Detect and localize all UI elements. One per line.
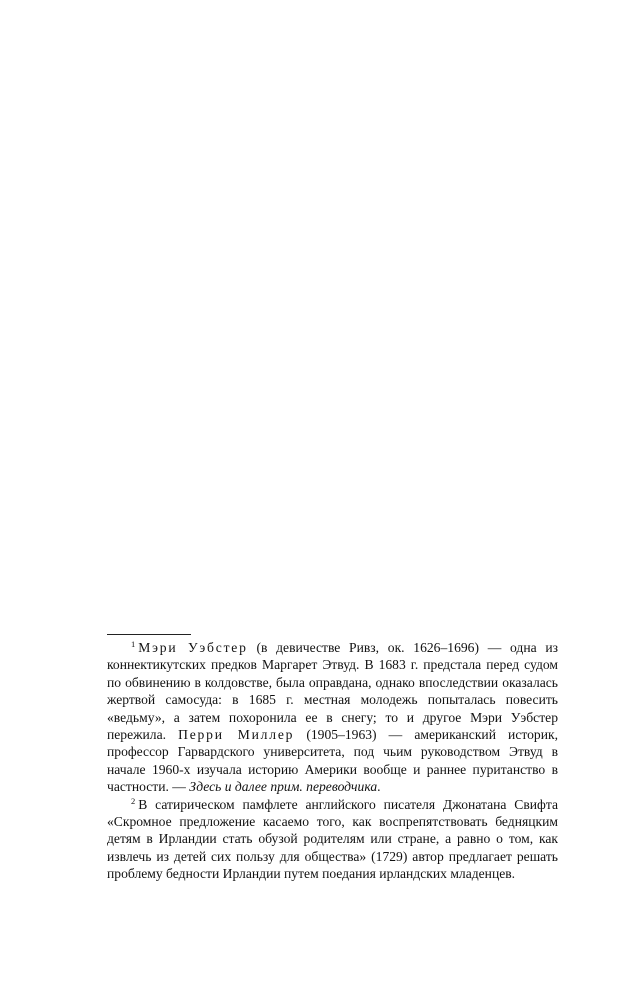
footnote-text: (1905–1963) — американский историк, профессор Гарвардского университета, под чьим руководством Этвуд в начале 1960-х изучала историю Америки вообще и раннее пуританство в частности. — <box>107 727 558 795</box>
person-name-perry-miller: Перри Миллер <box>178 727 295 743</box>
footnote-2 <box>107 796 558 883</box>
footnote-1 <box>107 639 558 796</box>
translator-note: Здесь и далее прим. переводчика <box>189 779 378 795</box>
person-name-mary-webster: Мэри Уэбстер <box>138 640 248 655</box>
footnote-marker: 1 <box>131 639 136 649</box>
footnote-text-end: . <box>377 779 381 795</box>
footnotes-section <box>107 634 558 883</box>
footnote-marker: 2 <box>131 795 136 806</box>
footnote-text: В сатирическом памфлете английского писателя Джонатана Свифта «Скромное предложение касаемо того, как воспрепятствовать бедняцким детям в Ирландии стать обузой родителям или стране, а равно о том, как извлечь из детей сих пользу для общества» (1729) автор предлагает решать проблему бедности Ирландии путем поедания ирландских младенцев. <box>107 796 558 882</box>
footnote-separator-rule <box>107 634 191 635</box>
footnote-text: (в девичестве Ривз, ок. 1626–1696) — одна из коннектикутских предков Маргарет Этвуд. В 1683 г. предстала перед судом по обвинению в колдовстве, была оправдана, однако впоследствии оказалась жертвой самосуда: в 1685 г. местная молодежь попыталась повесить «ведьму», а затем похоронила ее в снегу; то и другое Мэри Уэбстер пережила. <box>107 640 558 743</box>
